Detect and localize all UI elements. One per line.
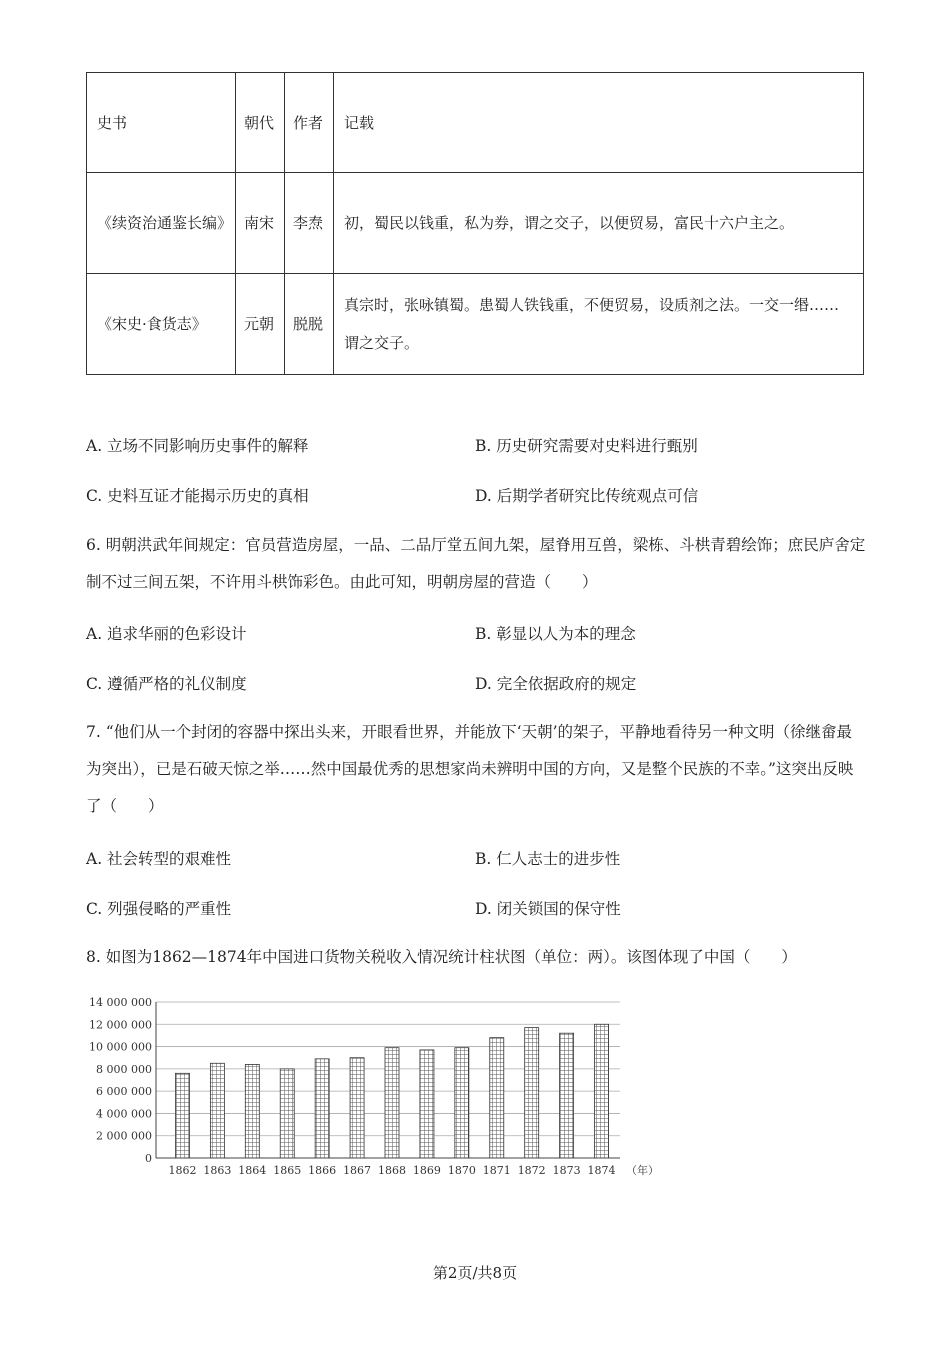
row1-record: 初，蜀民以钱重，私为券，谓之交子，以便贸易，富民十六户主之。 [334,173,864,274]
x-tick-label: 1862 [168,1164,197,1177]
bar-1874 [595,1024,609,1158]
header-record: 记载 [334,73,864,173]
row1-dynasty: 南宋 [236,173,285,274]
y-tick-label: 12 000 000 [89,1018,152,1032]
x-tick-label: 1868 [378,1164,406,1177]
bar-1871 [490,1038,504,1158]
bar-1863 [210,1063,224,1158]
bar-1868 [385,1048,399,1158]
bar-1872 [525,1028,539,1158]
bar-1862 [175,1073,189,1158]
q6-option-b: B. 彰显以人为本的理念 [475,625,636,643]
x-tick-label: 1871 [482,1164,511,1177]
header-author: 作者 [285,73,334,173]
x-tick-label: 1863 [203,1164,232,1177]
q7-option-d: D. 闭关锁国的保守性 [475,900,621,918]
q5-option-c: C. 史料互证才能揭示历史的真相 [86,487,309,505]
x-tick-label: 1870 [447,1164,476,1177]
bar-1869 [420,1050,434,1158]
row1-author: 李焘 [285,173,334,274]
q5-option-b: B. 历史研究需要对史料进行甄别 [475,437,698,455]
q6-option-d: D. 完全依据政府的规定 [475,675,637,693]
q5-option-a: A. 立场不同影响历史事件的解释 [86,437,309,455]
bar-1865 [280,1069,294,1158]
header-book: 史书 [87,73,236,173]
q7-option-a: A. 社会转型的艰难性 [86,850,232,868]
q7-option-b: B. 仁人志士的进步性 [475,850,621,868]
q7-option-c: C. 列强侵略的严重性 [86,900,232,918]
x-tick-label: 1872 [517,1164,546,1177]
x-tick-label: 1865 [273,1164,302,1177]
row2-dynasty: 元朝 [236,274,285,375]
table-row [87,274,864,375]
y-tick-label: 4 000 000 [96,1107,152,1121]
bar-1867 [350,1058,364,1158]
y-tick-label: 14 000 000 [89,996,152,1009]
x-tick-label: 1866 [308,1164,337,1177]
y-tick-label: 2 000 000 [96,1129,152,1143]
history-sources-table [86,72,864,375]
x-tick-label: 1864 [238,1164,267,1177]
q5-option-d: D. 后期学者研究比传统观点可信 [475,487,699,505]
page-footer: 第2页/共8页 [432,1264,518,1282]
y-tick-label: 8 000 000 [96,1062,152,1076]
row1-book: 《续资治通鉴长编》 [87,173,236,274]
q7-stem: 7. “他们从一个封闭的容器中探出头来，开眼看世界，并能放下‘天朝’的架子，平静地看待另一种文明（徐继畲最为突出），已是石破天惊之举……然中国最优秀的思想家尚未辨明中国的方向，又是整个民族的不幸。”这突出反映了（ ） [86,723,854,815]
y-tick-label: 0 [145,1152,152,1165]
bar-1866 [315,1059,329,1158]
bar-1873 [560,1033,574,1158]
tariff-bar-chart [80,990,680,1190]
table-header-row [87,73,864,173]
x-tick-label: 1867 [343,1164,372,1177]
y-tick-label: 6 000 000 [96,1085,152,1099]
header-dynasty: 朝代 [236,73,285,173]
q8-stem: 8. 如图为1862—1874年中国进口货物关税收入情况统计柱状图（单位：两）。该图体现了中国（ ） [86,948,797,966]
table-row [87,173,864,274]
bar-1870 [455,1048,469,1158]
x-tick-label: 1874 [587,1164,616,1177]
x-tick-label: 1869 [412,1164,441,1177]
q6-option-a: A. 追求华丽的色彩设计 [86,625,247,643]
row2-record: 真宗时，张咏镇蜀。患蜀人铁钱重，不便贸易，设质剂之法。一交一缗……谓之交子。 [334,274,864,375]
q6-option-c: C. 遵循严格的礼仪制度 [86,675,247,693]
y-tick-label: 10 000 000 [89,1040,152,1054]
x-tick-label: 1873 [552,1164,581,1177]
bar-1864 [245,1064,259,1158]
row2-author: 脱脱 [285,274,334,375]
x-unit-label: （年） [626,1164,659,1177]
q6-stem: 6. 明朝洪武年间规定：官员营造房屋，一品、二品厅堂五间九架，屋脊用互兽，梁栋、斗栱青碧绘饰；庶民庐舍定制不过三间五架，不许用斗栱饰彩色。由此可知，明朝房屋的营造（ ） [86,536,866,591]
row2-book: 《宋史·食货志》 [87,274,236,375]
